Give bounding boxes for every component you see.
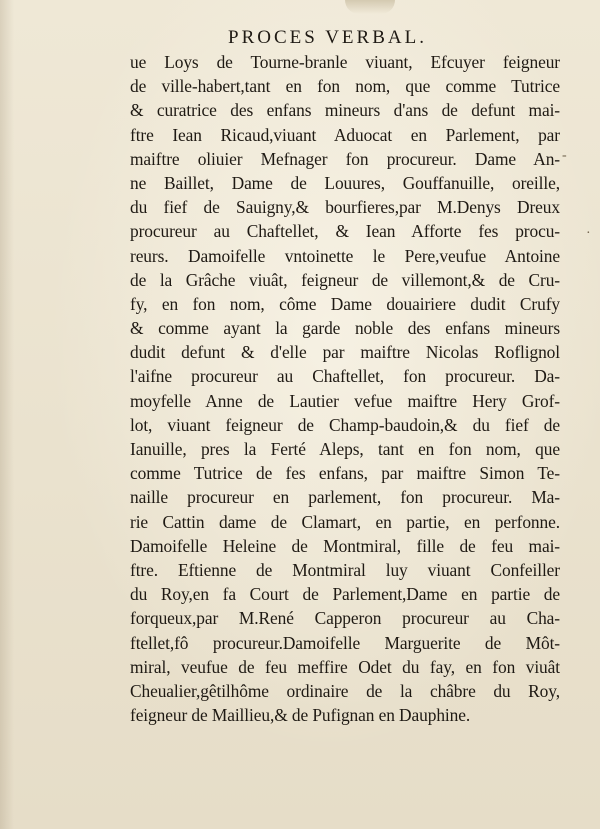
text-line: naille procureur en parlement, fon procureur. Ma-: [130, 487, 560, 508]
text-line: Damoifelle Heleine de Montmiral, fille de feu mai-: [130, 535, 560, 556]
body-text: [130, 50, 560, 727]
margin-mark: -: [562, 148, 567, 163]
text-line: Cheualier,gêtilhôme ordinaire de la châbre du Roy,: [130, 680, 560, 701]
text-line: dudit defunt & d'elle par maiftre Nicolas Roflignol: [130, 342, 560, 363]
text-line: du fief de Sauigny,& bourfieres,par M.Denys Dreux: [130, 197, 560, 218]
text-line: reurs. Damoifelle vntoinette le Pere,veufue Antoine: [130, 245, 560, 266]
page-corner-fold: [345, 0, 395, 14]
text-line: maiftre oliuier Mefnager fon procureur. Dame An-: [130, 148, 560, 169]
text-line: moyfelle Anne de Lautier vefue maiftre Hery Grof-: [130, 390, 560, 411]
text-line: procureur au Chaftellet, & Iean Afforte fes procu-: [130, 221, 560, 242]
text-line: & comme ayant la garde noble des enfans mineurs: [130, 318, 560, 339]
margin-mark: ·: [586, 226, 591, 241]
text-line: ftre. Eftienne de Montmiral luy viuant Confeiller: [130, 559, 560, 580]
text-line: l'aifne procureur au Chaftellet, fon procureur. Da-: [130, 366, 560, 387]
text-line: de la Grâche viuât, feigneur de villemont,& de Cru-: [130, 269, 560, 290]
text-line: & curatrice des enfans mineurs d'ans de defunt mai-: [130, 100, 560, 121]
text-line: ne Baillet, Dame de Louures, Gouffanuille, oreille,: [130, 172, 560, 193]
text-line: lot, viuant feigneur de Champ-baudoin,& du fief de: [130, 414, 560, 435]
text-line: ue Loys de Tourne-branle viuant, Efcuyer feigneur: [130, 52, 560, 72]
text-line: du Roy,en fa Court de Parlement,Dame en partie de: [130, 584, 560, 605]
text-line: de ville-habert,tant en fon nom, que comme Tutrice: [130, 76, 560, 97]
text-line: Ianuille, pres la Ferté Aleps, tant en fon nom, que: [130, 439, 560, 459]
text-line: forqueux,par M.René Capperon procureur au Cha-: [130, 608, 560, 629]
text-line: miral, veufue de feu meffire Odet du fay, en fon viuât: [130, 656, 560, 677]
text-line: feigneur de Maillieu,& de Pufignan en Dauphine.: [130, 705, 471, 726]
running-head: PROCES VERBAL.: [228, 27, 427, 48]
text-line: fy, en fon nom, côme Dame douairiere dudit Crufy: [130, 293, 560, 314]
text-line: rie Cattin dame de Clamart, en partie, en perfonne.: [130, 511, 560, 532]
page-edge-shadow: [0, 0, 14, 829]
text-line: ftellet,fô procureur.Damoifelle Marguerite de Môt-: [130, 632, 560, 653]
text-line: comme Tutrice de fes enfans, par maiftre Simon Te-: [130, 463, 560, 484]
text-line: ftre Iean Ricaud,viuant Aduocat en Parlement, par: [130, 124, 560, 145]
